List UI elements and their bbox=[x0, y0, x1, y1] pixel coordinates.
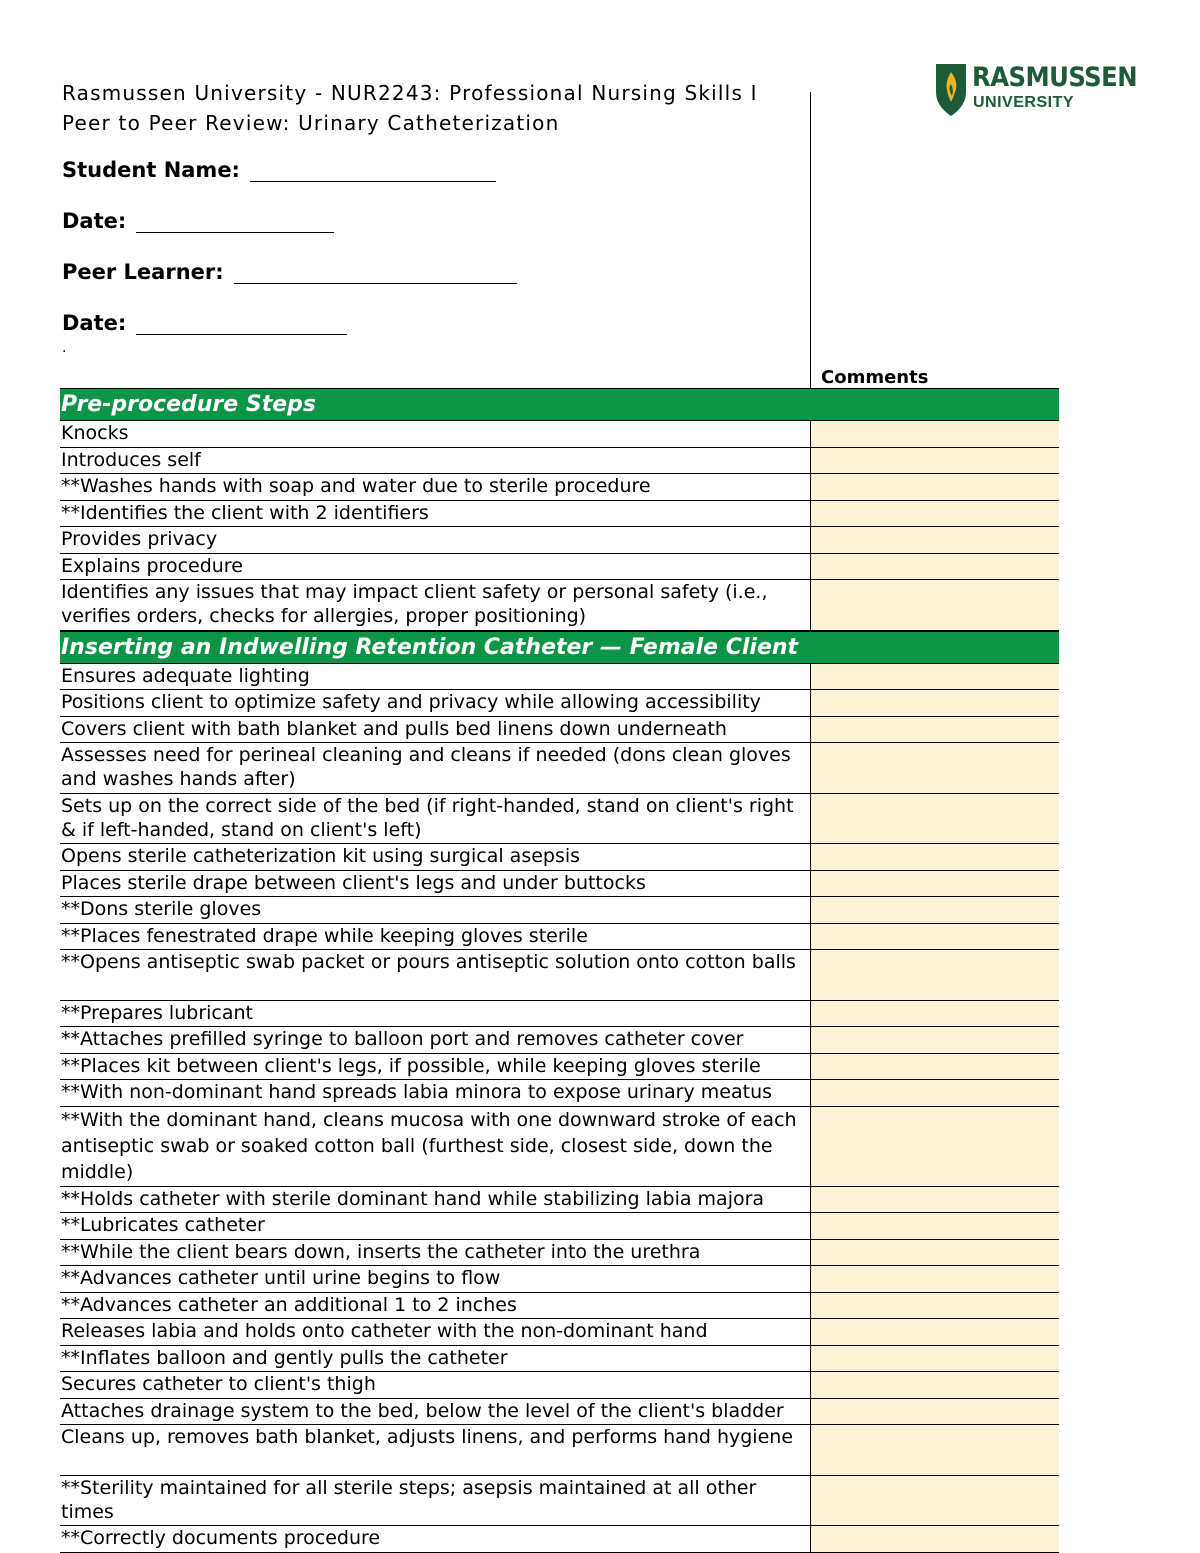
checklist-row bbox=[60, 1054, 1059, 1081]
logo-word-rasmussen: RASMUSSEN bbox=[972, 62, 1138, 93]
date-field-2[interactable] bbox=[62, 311, 347, 335]
task-text: Provides privacy bbox=[61, 528, 218, 550]
date-line-1[interactable] bbox=[136, 210, 334, 233]
task-text: Sets up on the correct side of the bed (if right-handed, stand on client's right & if left-handed, stand on client's left) bbox=[61, 794, 794, 841]
checklist-row bbox=[60, 717, 1059, 744]
comment-cell[interactable] bbox=[810, 950, 1059, 1000]
comment-cell[interactable] bbox=[810, 527, 1059, 553]
checklist-row bbox=[60, 1399, 1059, 1426]
task-text: **Places fenestrated drape while keeping gloves sterile bbox=[61, 924, 588, 947]
task-text: Knocks bbox=[61, 422, 129, 444]
checklist-row bbox=[60, 1001, 1059, 1028]
task-text: **Lubricates catheter bbox=[61, 1214, 265, 1236]
task-text: **Advances catheter an additional 1 to 2 inches bbox=[61, 1293, 517, 1316]
comment-cell[interactable] bbox=[810, 448, 1059, 474]
task-text: **Inflates balloon and gently pulls the catheter bbox=[61, 1346, 508, 1369]
section-title: Pre-procedure Steps bbox=[61, 392, 316, 417]
section-header bbox=[60, 631, 1059, 664]
comment-cell[interactable] bbox=[810, 717, 1059, 743]
comment-cell[interactable] bbox=[810, 474, 1059, 500]
comment-cell[interactable] bbox=[810, 1001, 1059, 1027]
comment-cell[interactable] bbox=[810, 924, 1059, 950]
checklist-row bbox=[60, 1213, 1059, 1240]
comment-cell[interactable] bbox=[810, 1476, 1059, 1526]
task-text: **With non-dominant hand spreads labia minora to expose urinary meatus bbox=[61, 1081, 773, 1103]
task-text: **Opens antiseptic swab packet or pours antiseptic solution onto cotton balls bbox=[61, 951, 796, 973]
checklist-row bbox=[60, 1476, 1059, 1527]
checklist-row bbox=[60, 1240, 1059, 1267]
checklist-row bbox=[60, 690, 1059, 717]
checklist-row bbox=[60, 1293, 1059, 1320]
comment-cell[interactable] bbox=[810, 1526, 1059, 1552]
comment-cell[interactable] bbox=[810, 794, 1059, 844]
task-text: **Holds catheter with sterile dominant hand while stabilizing labia majora bbox=[61, 1187, 765, 1210]
comment-cell[interactable] bbox=[810, 844, 1059, 870]
stray-dot: . bbox=[62, 340, 67, 356]
checklist-row bbox=[60, 448, 1059, 475]
checklist-row bbox=[60, 580, 1059, 631]
task-text: **Dons sterile gloves bbox=[61, 898, 262, 920]
task-text: **While the client bears down, inserts the catheter into the urethra bbox=[61, 1240, 701, 1263]
date-line-2[interactable] bbox=[136, 312, 347, 335]
comment-cell[interactable] bbox=[810, 1399, 1059, 1425]
checklist-table bbox=[60, 388, 1059, 1553]
checklist-row bbox=[60, 950, 1059, 1001]
checklist-row bbox=[60, 1319, 1059, 1346]
peer-learner-line[interactable] bbox=[234, 261, 517, 284]
task-text: **Advances catheter until urine begins to flow bbox=[61, 1267, 501, 1289]
task-text: **Identifies the client with 2 identifiers bbox=[61, 501, 429, 524]
comment-cell[interactable] bbox=[810, 1080, 1059, 1106]
course-title: Rasmussen University - NUR2243: Professional Nursing Skills I bbox=[62, 81, 758, 105]
comment-cell[interactable] bbox=[810, 501, 1059, 527]
checklist-row bbox=[60, 1027, 1059, 1054]
task-text: Secures catheter to client's thigh bbox=[61, 1373, 376, 1395]
checklist-row bbox=[60, 1187, 1059, 1214]
checklist-row bbox=[60, 1346, 1059, 1373]
checklist-row bbox=[60, 1526, 1059, 1553]
task-text: Releases labia and holds onto catheter with the non-dominant hand bbox=[61, 1320, 708, 1342]
comment-cell[interactable] bbox=[810, 1372, 1059, 1398]
date-label-1: Date: bbox=[62, 209, 127, 233]
task-text: Assesses need for perineal cleaning and cleans if needed (dons clean gloves and washes hands after) bbox=[61, 744, 791, 790]
checklist-row bbox=[60, 794, 1059, 845]
task-text: Introduces self bbox=[61, 448, 201, 471]
task-text: **With the dominant hand, cleans mucosa with one downward stroke of each antiseptic swab or soaked cotton ball (furthest side, closest side, down the middle) bbox=[61, 1108, 797, 1183]
section-title: Inserting an Indwelling Retention Catheter — Female Client bbox=[61, 634, 799, 660]
comment-cell[interactable] bbox=[810, 1027, 1059, 1053]
comment-cell[interactable] bbox=[810, 1187, 1059, 1213]
checklist-row bbox=[60, 1372, 1059, 1399]
task-text: Covers client with bath blanket and pulls bed linens down underneath bbox=[61, 717, 727, 740]
comment-cell[interactable] bbox=[810, 1425, 1059, 1475]
form-title: Peer to Peer Review: Urinary Catheterization bbox=[62, 111, 560, 135]
checklist-row bbox=[60, 527, 1059, 554]
comment-cell[interactable] bbox=[810, 1213, 1059, 1239]
checklist-row bbox=[60, 871, 1059, 898]
checklist-row bbox=[60, 501, 1059, 528]
checklist-row bbox=[60, 844, 1059, 871]
date-field-1[interactable] bbox=[62, 209, 334, 233]
task-text: **Correctly documents procedure bbox=[61, 1527, 381, 1549]
student-name-field[interactable] bbox=[62, 158, 496, 182]
peer-learner-field[interactable] bbox=[62, 260, 517, 284]
task-text: **Prepares lubricant bbox=[61, 1001, 253, 1024]
checklist-row bbox=[60, 743, 1059, 794]
comment-cell[interactable] bbox=[810, 1346, 1059, 1372]
comment-cell[interactable] bbox=[810, 554, 1059, 580]
student-name-label: Student Name: bbox=[62, 158, 240, 182]
comment-cell[interactable] bbox=[810, 897, 1059, 923]
checklist-row bbox=[60, 897, 1059, 924]
comment-cell[interactable] bbox=[810, 664, 1059, 690]
comment-cell[interactable] bbox=[810, 1054, 1059, 1080]
task-text: Positions client to optimize safety and privacy while allowing accessibility bbox=[61, 691, 761, 713]
student-name-line[interactable] bbox=[250, 159, 496, 182]
task-text: Places sterile drape between client's legs and under buttocks bbox=[61, 871, 646, 894]
checklist-row bbox=[60, 1425, 1059, 1476]
task-text: Explains procedure bbox=[61, 554, 243, 577]
logo-word-university: UNIVERSITY bbox=[973, 94, 1075, 111]
comment-cell[interactable] bbox=[810, 1240, 1059, 1266]
checklist-row bbox=[60, 554, 1059, 581]
peer-learner-label: Peer Learner: bbox=[62, 260, 224, 284]
task-text: Ensures adequate lighting bbox=[61, 664, 310, 687]
section-header bbox=[60, 388, 1059, 421]
comment-cell[interactable] bbox=[810, 421, 1059, 447]
rasmussen-logo bbox=[934, 62, 1138, 118]
comments-header: Comments bbox=[821, 367, 929, 388]
task-text: Cleans up, removes bath blanket, adjusts linens, and performs hand hygiene bbox=[61, 1426, 794, 1448]
task-text: **Washes hands with soap and water due to sterile procedure bbox=[61, 475, 651, 497]
task-text: Identifies any issues that may impact client safety or personal safety (i.e., verifies orders, checks for allergies, proper positioning) bbox=[61, 581, 768, 627]
checklist-row bbox=[60, 474, 1059, 501]
checklist-row bbox=[60, 1080, 1059, 1107]
comment-cell[interactable] bbox=[810, 690, 1059, 716]
comment-cell[interactable] bbox=[810, 580, 1059, 630]
task-text: **Sterility maintained for all sterile steps; asepsis maintained at all other times bbox=[61, 1476, 757, 1523]
task-text: **Attaches prefilled syringe to balloon port and removes catheter cover bbox=[61, 1028, 744, 1050]
checklist-row bbox=[60, 1107, 1059, 1187]
task-text: Attaches drainage system to the bed, below the level of the client's bladder bbox=[61, 1399, 784, 1422]
date-label-2: Date: bbox=[62, 311, 127, 335]
shield-flame-icon bbox=[934, 62, 968, 118]
checklist-row bbox=[60, 924, 1059, 951]
task-text: **Places kit between client's legs, if possible, while keeping gloves sterile bbox=[61, 1054, 761, 1077]
comment-cell[interactable] bbox=[810, 1107, 1059, 1186]
comment-cell[interactable] bbox=[810, 1319, 1059, 1345]
comment-cell[interactable] bbox=[810, 1293, 1059, 1319]
task-text: Opens sterile catheterization kit using surgical asepsis bbox=[61, 845, 581, 867]
comment-cell[interactable] bbox=[810, 871, 1059, 897]
checklist-row bbox=[60, 664, 1059, 691]
checklist-row bbox=[60, 421, 1059, 448]
comment-cell[interactable] bbox=[810, 1266, 1059, 1292]
checklist-row bbox=[60, 1266, 1059, 1293]
comment-cell[interactable] bbox=[810, 743, 1059, 793]
